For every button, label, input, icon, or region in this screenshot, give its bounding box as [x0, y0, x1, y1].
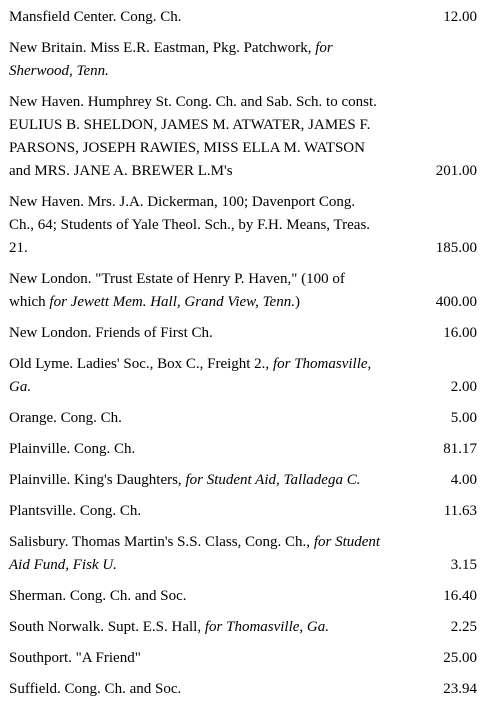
ledger-entry — [0, 318, 487, 349]
entry-description — [9, 322, 381, 345]
entry-designation: for Jewett Mem. Hall, Grand View, Tenn. — [49, 294, 295, 310]
entry-description — [9, 37, 381, 83]
entry-text: Plainville. Cong. Ch. — [9, 441, 136, 457]
ledger-entry — [0, 187, 487, 264]
entry-text: New London. Friends of First Ch. — [9, 325, 213, 341]
entry-description — [9, 678, 381, 701]
entry-text: Plainville. King's Daughters, — [9, 472, 186, 488]
entry-designation: for Student Aid Fund, Fisk U. — [9, 534, 381, 573]
entry-description — [9, 438, 381, 461]
entry-amount: 81.17 — [443, 441, 477, 457]
entry-amount: 2.00 — [450, 379, 477, 395]
entry-amount: 12.00 — [443, 9, 477, 25]
entry-amount: 25.00 — [443, 650, 477, 666]
ledger-entry — [0, 465, 487, 496]
entry-amount: 3.15 — [450, 557, 477, 573]
entry-designation: for Student Aid, Talladega C. — [185, 472, 361, 488]
entry-text: ) — [294, 294, 300, 310]
ledger-entry — [0, 2, 487, 33]
entry-amount: 11.63 — [443, 503, 477, 519]
entry-text: Old Lyme. Ladies' Soc., Box C., Freight 2., — [9, 356, 273, 372]
entry-description — [9, 585, 381, 608]
ledger-entry — [0, 527, 487, 581]
entry-description — [9, 407, 381, 430]
ledger-entry — [0, 33, 487, 87]
entry-text: Orange. Cong. Ch. — [9, 410, 122, 426]
entry-amount: 23.94 — [443, 681, 477, 697]
entry-text: South Norwalk. Supt. E.S. Hall, — [9, 619, 205, 635]
entry-text: Suffield. Cong. Ch. and Soc. — [9, 681, 182, 697]
entry-description — [9, 6, 381, 29]
entry-amount: 2.25 — [450, 619, 477, 635]
entry-designation: for Thomasville, Ga. — [9, 356, 372, 395]
entry-text: Southport. "A Friend" — [9, 650, 141, 666]
ledger-entry — [0, 87, 487, 187]
entry-description — [9, 191, 381, 260]
entry-amount: 16.40 — [443, 588, 477, 604]
entry-amount: 185.00 — [435, 240, 477, 256]
entry-designation: for Sherwood, Tenn. — [9, 40, 333, 79]
entry-amount: 16.00 — [443, 325, 477, 341]
entry-description — [9, 647, 381, 670]
entry-description — [9, 91, 381, 183]
entry-description — [9, 469, 381, 492]
entry-amount: 201.00 — [435, 163, 477, 179]
ledger-entry — [0, 581, 487, 612]
ledger-entry — [0, 612, 487, 643]
entry-description — [9, 500, 381, 523]
entry-description — [9, 531, 381, 577]
entry-text: New London. "Trust Estate of Henry P. Haven," (100 of which — [9, 271, 345, 310]
entry-amount: 400.00 — [435, 294, 477, 310]
entry-text: New Britain. Miss E.R. Eastman, Pkg. Patchwork, — [9, 40, 316, 56]
ledger-entry — [0, 674, 487, 705]
entry-text: Mansfield Center. Cong. Ch. — [9, 9, 182, 25]
entry-description — [9, 268, 381, 314]
entry-designation: for Thomasville, Ga. — [204, 619, 330, 635]
entry-text: Plantsville. Cong. Ch. — [9, 503, 142, 519]
entry-description — [9, 353, 381, 399]
entry-text: New Haven. Mrs. J.A. Dickerman, 100; Davenport Cong. Ch., 64; Students of Yale Theol. Sch., by F.H. Means, Treas. 21. — [9, 194, 371, 256]
ledger-entry — [0, 496, 487, 527]
ledger-entry — [0, 434, 487, 465]
entry-text: Salisbury. Thomas Martin's S.S. Class, Cong. Ch., — [9, 534, 314, 550]
entry-amount: 4.00 — [450, 472, 477, 488]
ledger-entry — [0, 264, 487, 318]
entry-amount: 5.00 — [450, 410, 477, 426]
ledger-entry — [0, 349, 487, 403]
entry-description — [9, 616, 381, 639]
ledger-entry — [0, 403, 487, 434]
entry-text: New Haven. Humphrey St. Cong. Ch. and Sab. Sch. to const. EULIUS B. SHELDON, JAMES M. ATWATER, JAMES F. PARSONS, JOSEPH RAWIES, MISS ELLA M. WATSON and MRS. JANE A. BREWER L.M's — [9, 94, 377, 179]
entry-text: Sherman. Cong. Ch. and Soc. — [9, 588, 187, 604]
ledger-entry — [0, 643, 487, 674]
